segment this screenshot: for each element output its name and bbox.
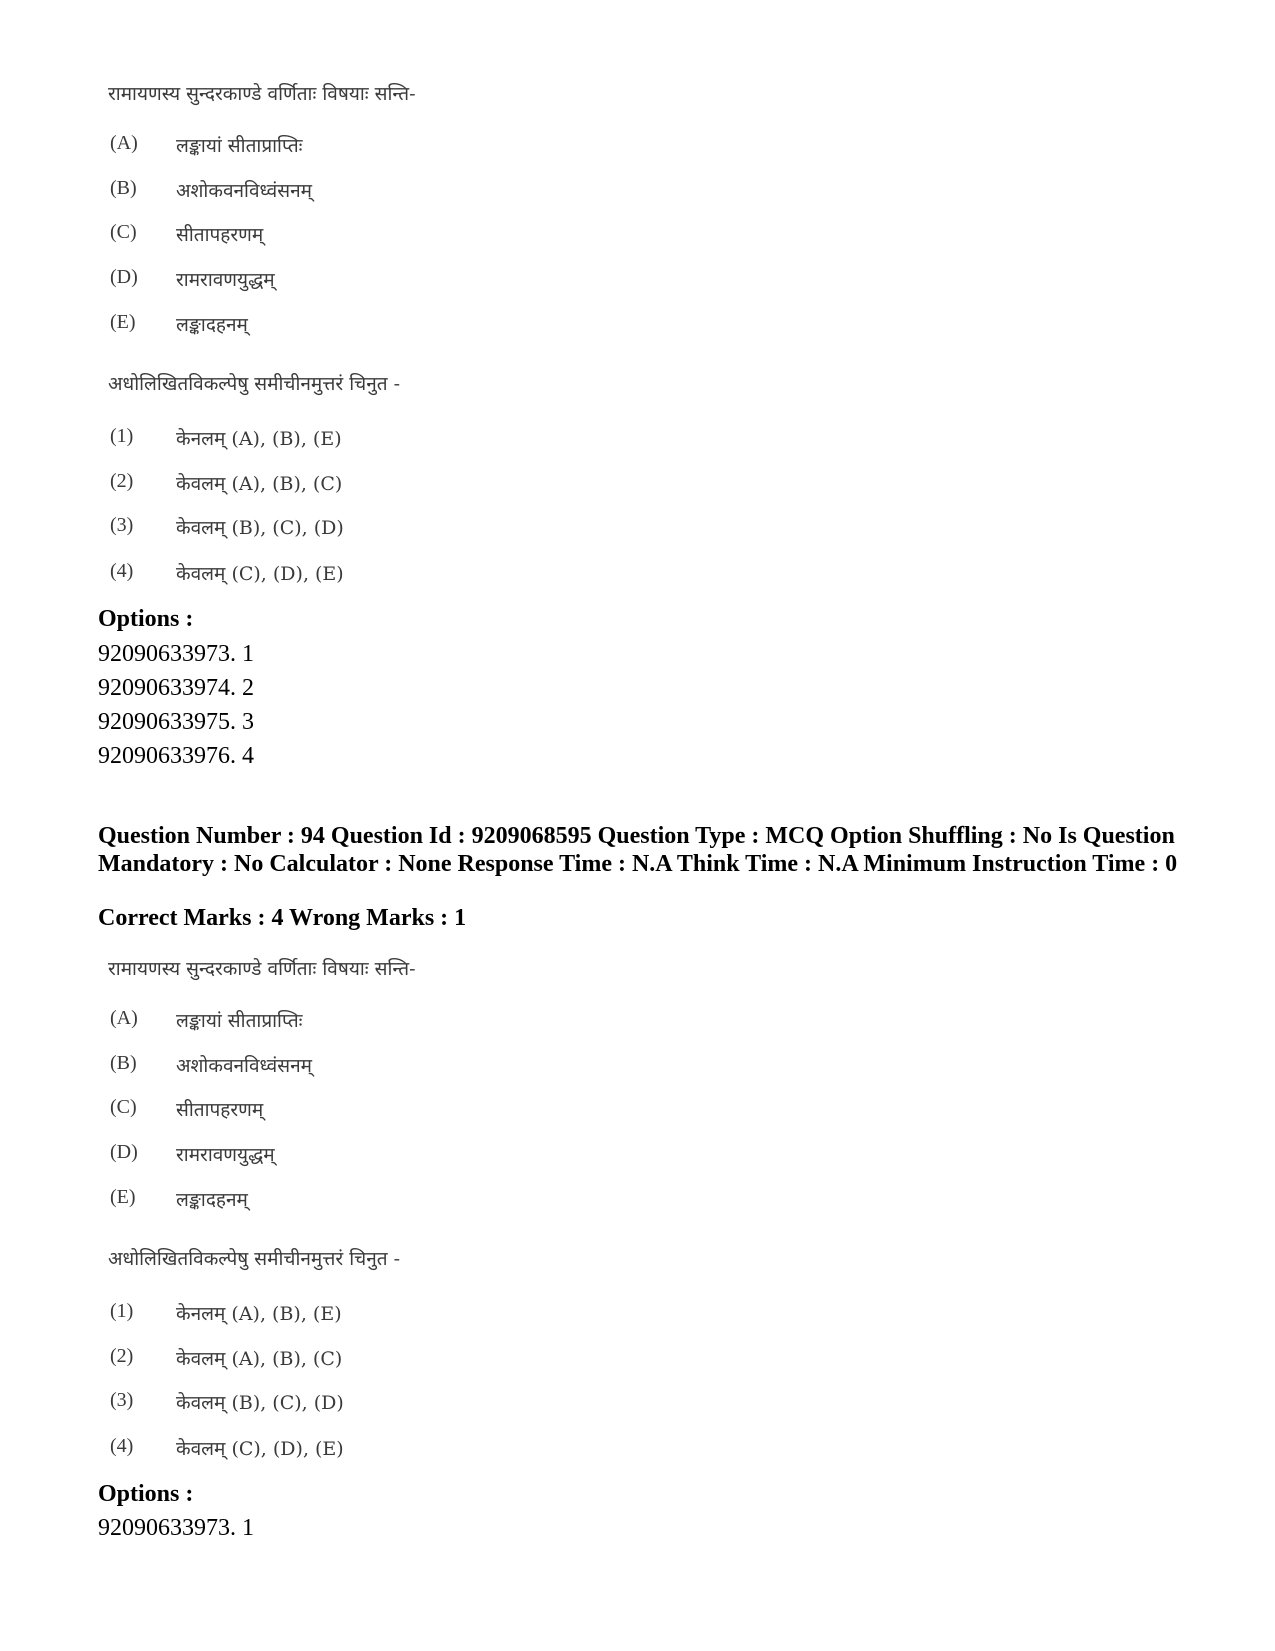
option-3: 92090633975. 3: [98, 709, 254, 735]
option-2: 92090633974. 2: [98, 675, 254, 701]
options-title: Options :: [98, 1481, 194, 1507]
marks-line: Correct Marks : 4 Wrong Marks : 1: [98, 905, 467, 931]
question-instruction: अधोलिखितविकल्पेषु समीचीनमुत्तरं चिनुत -: [108, 1248, 401, 1270]
question-image-2: रामायणस्य सुन्दरकाण्डे वर्णिताः विषयाः सन्ति- (A) लङ्कायां सीताप्राप्तिः (B) अशोकवनविध्वंसनम् (C) सीतापहरणम् (D) रामरावणयुद्धम् (E) लङ्कादहनम् अधोलिखितविकल्पेषु समीचीनमुत्तरं चिनुत - (1) केनलम् (A), (B), (E) (2) केवलम् (A), (B), (C) (3) केवलम् (B), (C), (D) (4) केवलम् (C), (D), (E): [108, 955, 628, 1475]
option-4: 92090633976. 4: [98, 743, 254, 769]
options-title: Options :: [98, 606, 194, 632]
option-1: 92090633973. 1: [98, 1515, 254, 1541]
option-1: 92090633973. 1: [98, 641, 254, 667]
question-instruction: अधोलिखितविकल्पेषु समीचीनमुत्तरं चिनुत -: [108, 373, 401, 395]
question-header: Question Number : 94 Question Id : 9209068595 Question Type : MCQ Option Shuffling : No Is Question Mandatory : No Calculator : None Response Time : N.A Think Time : N.A Minimum Instruction Time : 0: [98, 823, 1178, 877]
question-stem: रामायणस्य सुन्दरकाण्डे वर्णिताः विषयाः सन्ति-: [108, 958, 416, 980]
question-stem: रामायणस्य सुन्दरकाण्डे वर्णिताः विषयाः सन्ति-: [108, 83, 416, 105]
question-image-1: रामायणस्य सुन्दरकाण्डे वर्णिताः विषयाः सन्ति- (A) लङ्कायां सीताप्राप्तिः (B) अशोकवनविध्वंसनम् (C) सीतापहरणम् (D) रामरावणयुद्धम् (E) लङ्कादहनम् अधोलिखितविकल्पेषु समीचीनमुत्तरं चिनुत - (1) केनलम् (A), (B), (E) (2) केवलम् (A), (B), (C) (3) केवलम् (B), (C), (D) (4) केवलम् (C), (D), (E): [108, 80, 628, 600]
